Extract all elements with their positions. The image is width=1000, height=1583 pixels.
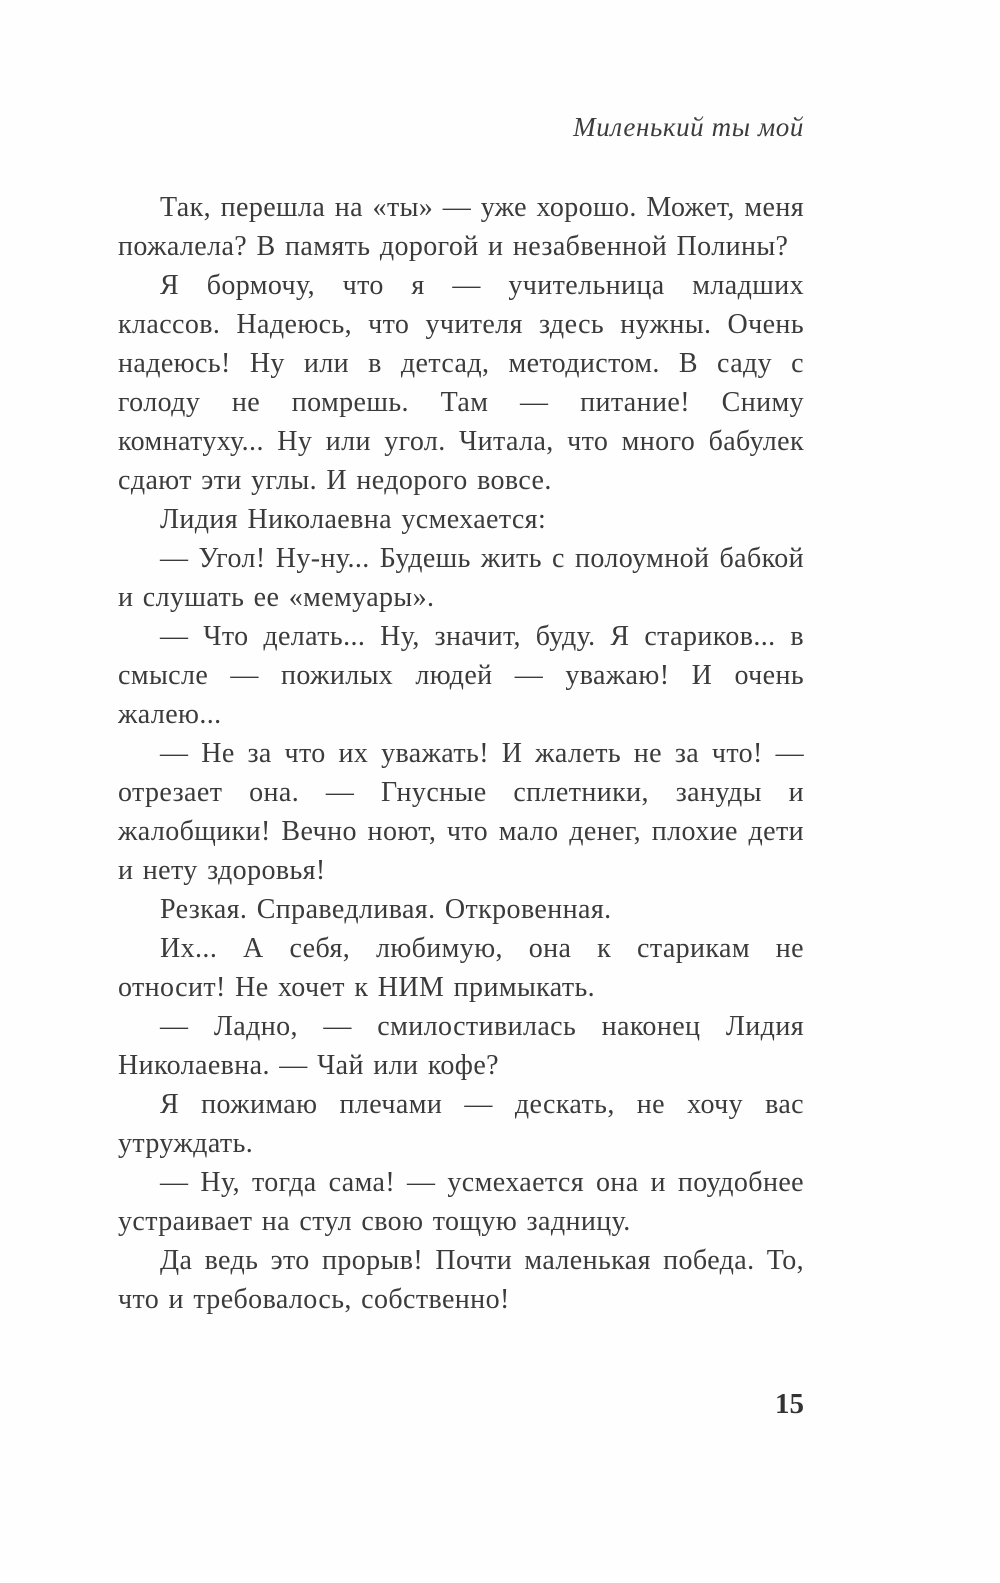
paragraph: Так, перешла на «ты» — уже хорошо. Может, меня пожалела? В память дорогой и незабвенной Полины? [118, 192, 804, 262]
paragraph: — Что делать... Ну, значит, буду. Я стариков... в смысле — пожилых людей — уважаю! И очень жалею... [118, 621, 804, 730]
paragraph: Резкая. Справедливая. Откровенная. [160, 894, 612, 925]
paragraph: Я бормочу, что я — учительница младших классов. Надеюсь, что учителя здесь нужны. Очень надеюсь! Ну или в детсад, методистом. В саду с голоду не помрешь. Там — питание! Сниму комнатуху... Ну или угол. Читала, что много бабулек сдают эти углы. И недорого вовсе. [118, 270, 804, 496]
paragraph: Я пожимаю плечами — дескать, не хочу вас утруждать. [118, 1089, 804, 1159]
paragraph: Лидия Николаевна усмехается: [160, 504, 547, 535]
paragraph: — Ну, тогда сама! — усмехается она и поудобнее устраивает на стул свою тощую задницу. [118, 1167, 804, 1237]
page-number: 15 [775, 1388, 804, 1420]
paragraph: Да ведь это прорыв! Почти маленькая победа. То, что и требовалось, собственно! [118, 1245, 804, 1315]
running-title: Миленький ты мой [573, 112, 804, 142]
paragraph: Их... А себя, любимую, она к старикам не относит! Не хочет к НИМ примыкать. [118, 933, 804, 1003]
paragraph: — Не за что их уважать! И жалеть не за что! — отрезает она. — Гнусные сплетники, зануды и жалобщики! Вечно ноют, что мало денег, плохие дети и нету здоровья! [118, 738, 804, 886]
text-body [118, 188, 804, 1319]
paragraph: — Угол! Ну-ну... Будешь жить с полоумной бабкой и слушать ее «мемуары». [118, 543, 804, 613]
paragraph: — Ладно, — смилостивилась наконец Лидия Николаевна. — Чай или кофе? [118, 1011, 804, 1081]
